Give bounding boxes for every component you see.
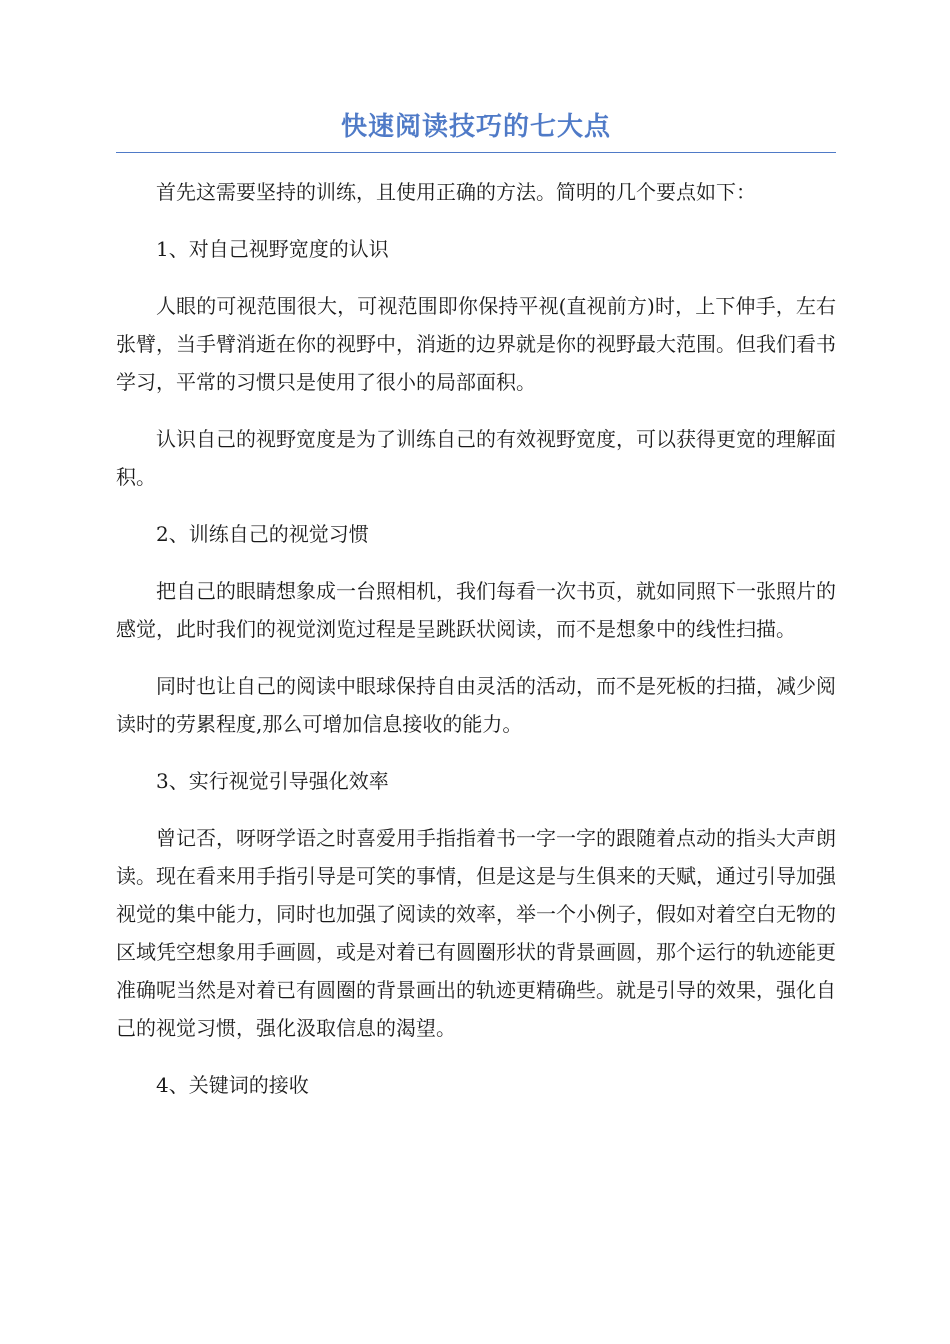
section-1-paragraph-1: 人眼的可视范围很大，可视范围即你保持平视(直视前方)时，上下伸手，左右张臂，当手臂消逝在你的视野中，消逝的边界就是你的视野最大范围。但我们看书学习，平常的习惯只是使用了很小的局部面积。: [116, 294, 836, 394]
section-2-paragraph-1: 把自己的眼睛想象成一台照相机，我们每看一次书页，就如同照下一张照片的感觉，此时我们的视觉浏览过程是呈跳跃状阅读，而不是想象中的线性扫描。: [116, 579, 836, 641]
document-title: 快速阅读技巧的七大点: [116, 110, 836, 153]
section-heading-4: 4、关键词的接收: [156, 1073, 309, 1097]
section-3-paragraph-1: 曾记否，呀呀学语之时喜爱用手指指着书一字一字的跟随着点动的指头大声朗读。现在看来用手指引导是可笑的事情，但是这是与生俱来的天赋，通过引导加强视觉的集中能力，同时也加强了阅读的效率，举一个小例子，假如对着空白无物的区域凭空想象用手画圆，或是对着已有圆圈形状的背景画圆，那个运行的轨迹能更准确呢当然是对着已有圆圈的背景画出的轨迹更精确些。就是引导的效果，强化自己的视觉习惯，强化汲取信息的渴望。: [116, 826, 836, 1040]
document-body: [116, 173, 836, 1104]
section-heading-1: 1、对自己视野宽度的认识: [156, 237, 389, 261]
section-1-paragraph-2: 认识自己的视野宽度是为了训练自己的有效视野宽度，可以获得更宽的理解面积。: [116, 427, 836, 489]
section-2-paragraph-2: 同时也让自己的阅读中眼球保持自由灵活的活动，而不是死板的扫描，减少阅读时的劳累程度,那么可增加信息接收的能力。: [116, 674, 836, 736]
section-heading-3: 3、实行视觉引导强化效率: [156, 769, 389, 793]
section-heading-2: 2、训练自己的视觉习惯: [156, 522, 369, 546]
intro-paragraph: 首先这需要坚持的训练，且使用正确的方法。简明的几个要点如下：: [156, 180, 756, 204]
document-page: [116, 110, 836, 1123]
